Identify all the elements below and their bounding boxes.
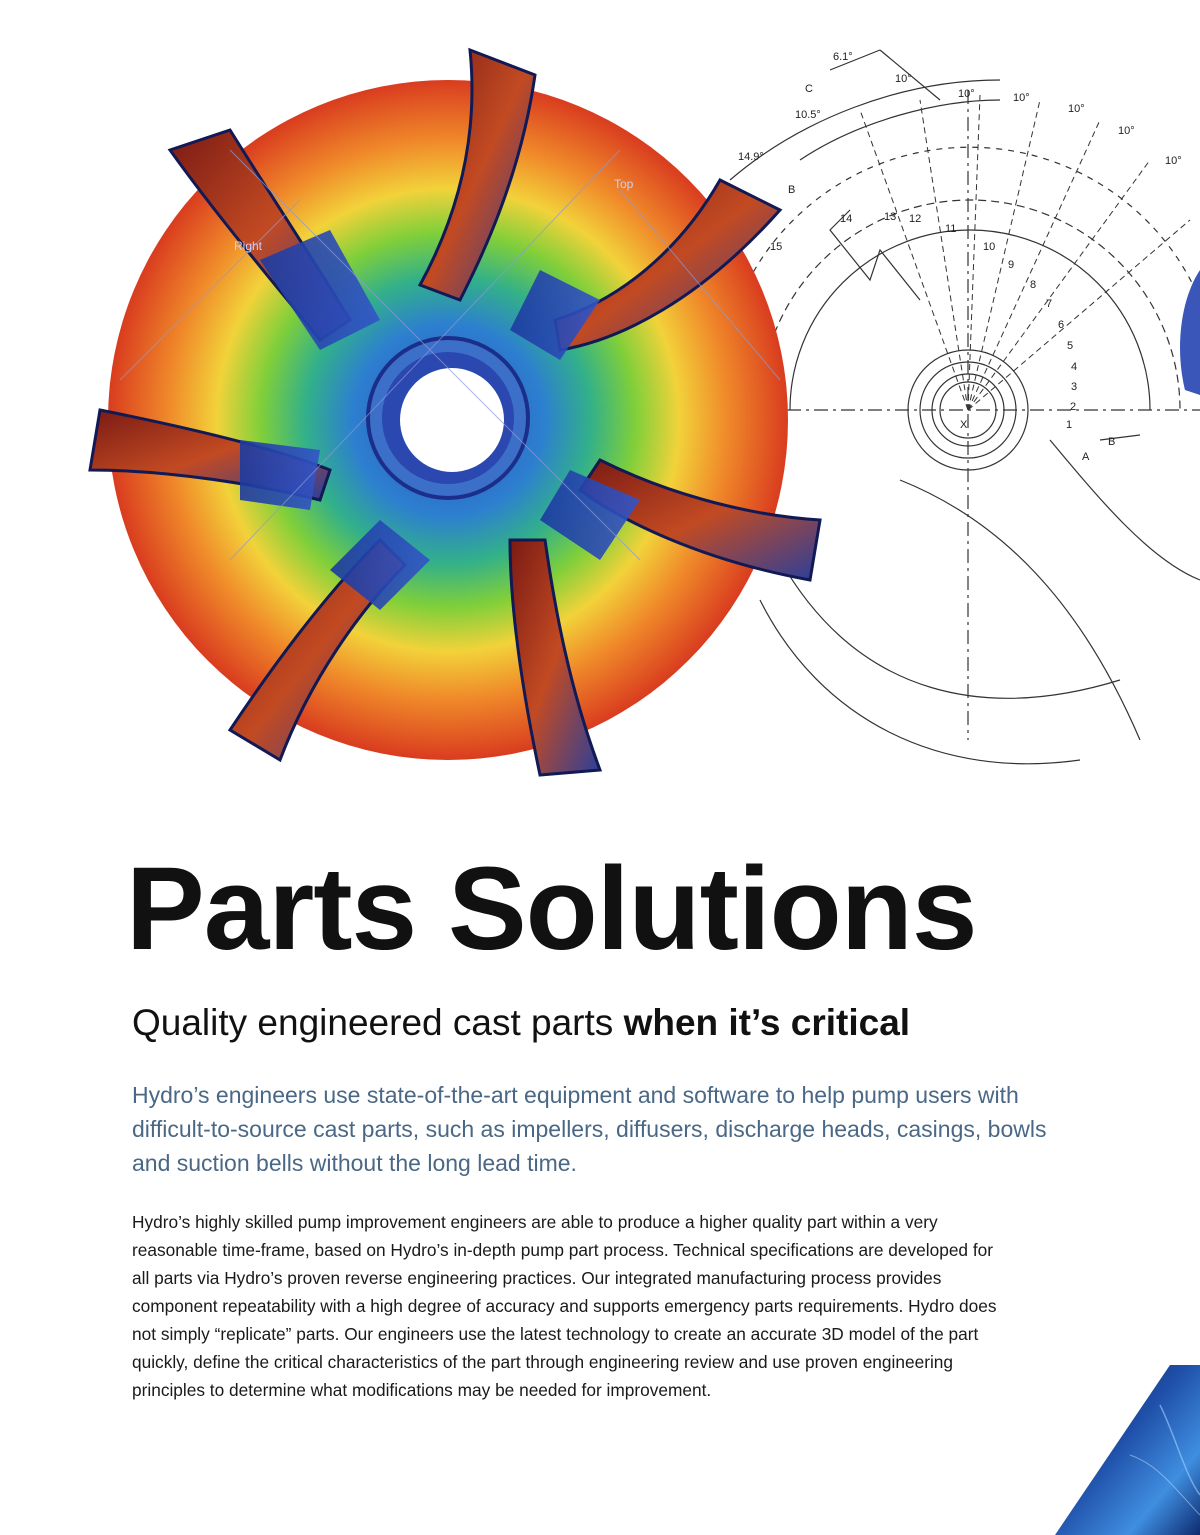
number-label-6: 8 xyxy=(1030,279,1037,291)
page-title: Parts Solutions xyxy=(126,843,977,975)
letter-label-0: C xyxy=(805,83,813,95)
angle-label-4: 10° xyxy=(1068,103,1085,115)
letter-label-5: A xyxy=(1082,451,1090,463)
technical-drawing xyxy=(720,50,1200,764)
number-label-7: 7 xyxy=(1046,298,1053,310)
number-label-13: 1 xyxy=(1066,419,1073,431)
angle-label-6: 10° xyxy=(1165,155,1182,167)
number-label-0: 14 xyxy=(840,213,853,225)
letter-label-1: B xyxy=(788,184,796,196)
page-subtitle xyxy=(132,1002,910,1044)
blue-part-edge xyxy=(1180,270,1200,395)
view-label-right: Right xyxy=(234,239,263,253)
subtitle-bold: when it’s critical xyxy=(623,1002,911,1043)
subtitle-regular: Quality engineered cast parts xyxy=(132,1002,624,1043)
letter-label-4: B xyxy=(1108,436,1116,448)
impeller-scan xyxy=(90,50,820,775)
number-label-8: 6 xyxy=(1058,319,1065,331)
angle-label-1: 10° xyxy=(895,73,912,85)
number-label-9: 5 xyxy=(1067,340,1074,352)
angle-label-8: 14.9° xyxy=(738,151,764,163)
number-label-12: 2 xyxy=(1070,401,1077,413)
number-label-3: 11 xyxy=(945,223,957,235)
number-label-2: 12 xyxy=(909,213,922,225)
view-label-top: Top xyxy=(614,177,634,191)
angle-label-3: 10° xyxy=(1013,92,1030,104)
corner-accent-graphic xyxy=(1040,1365,1200,1535)
body-paragraph: Hydro’s highly skilled pump improvement engineers are able to produce a higher quality part within a very reasonable time-frame, based on Hydro’s in-depth pump part process. Technical specifications are developed for all parts via Hydro’s proven reverse engineering practices. Our integrated manufacturing process provides component repeatability with a high degree of accuracy and supports emergency parts requirements. Hydro does not simply “replicate” parts. Our engineers use the latest technology to create an accurate 3D model of the part quickly, define the critical characteristics of the part through engineering review and use proven engineering principles to determine what modifications may be needed for improvement. xyxy=(132,1212,997,1400)
number-label-4: 10 xyxy=(983,241,996,253)
number-label-10: 4 xyxy=(1071,361,1078,373)
lead-paragraph: Hydro’s engineers use state-of-the-art equipment and software to help pump users with difficult-to-source cast parts, such as impellers, diffusers, discharge heads, casings, bowls and suction bells without the long lead time. xyxy=(132,1082,1047,1176)
angle-label-2: 10° xyxy=(958,88,975,100)
letter-label-3: X xyxy=(960,419,968,431)
number-label-14: 15 xyxy=(770,241,783,253)
number-label-1: 13 xyxy=(884,211,897,223)
angle-label-7: 10.5° xyxy=(795,109,821,121)
number-label-11: 3 xyxy=(1071,381,1078,393)
angle-label-0: 6.1° xyxy=(833,51,853,63)
angle-label-5: 10° xyxy=(1118,125,1135,137)
number-label-5: 9 xyxy=(1008,259,1015,271)
